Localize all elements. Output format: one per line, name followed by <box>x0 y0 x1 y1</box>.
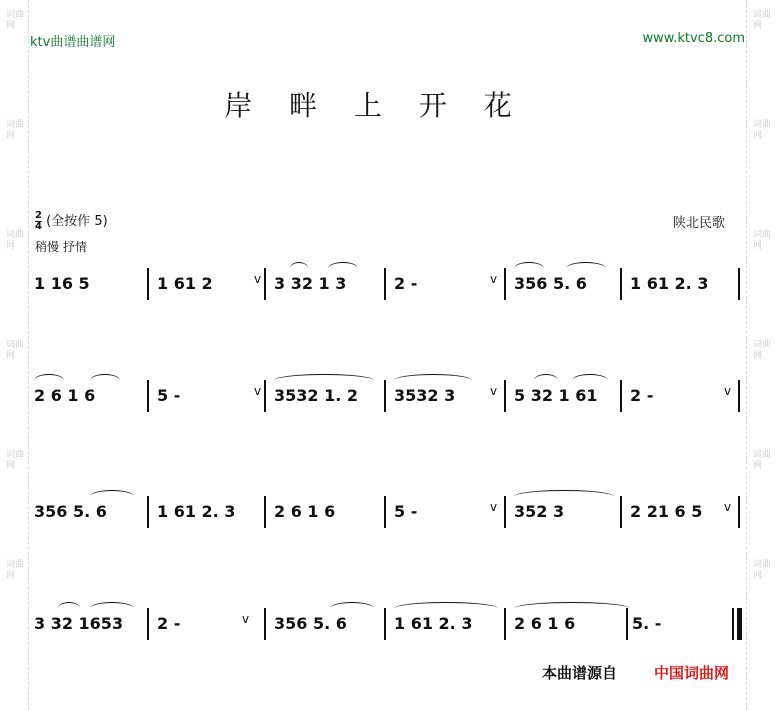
slur <box>514 490 614 503</box>
measure: 3 32 1653 <box>34 614 124 633</box>
measure: 2 21 6 5 <box>630 502 703 521</box>
breath-mark: v <box>724 500 732 514</box>
measure: 2 6 1 6 <box>514 614 576 633</box>
slur <box>566 262 606 275</box>
measure: 2 - <box>394 274 418 293</box>
watermark: 词曲网 <box>753 340 772 361</box>
slur <box>394 602 498 615</box>
time-numerator: 2 <box>35 210 42 221</box>
barline <box>504 608 506 640</box>
slur <box>90 602 134 615</box>
measure: 1 61 2. 3 <box>630 274 709 293</box>
breath-mark: v <box>242 612 250 626</box>
measure: 356 5. 6 <box>274 614 347 633</box>
song-origin: 陕北民歌 <box>672 216 725 231</box>
song-title: 岸 畔 上 开 花 <box>224 89 526 122</box>
slur <box>572 374 608 387</box>
barline <box>738 380 740 412</box>
watermark: 词曲网 <box>753 120 772 141</box>
slur <box>290 262 308 275</box>
measure: 1 61 2. 3 <box>157 502 236 521</box>
final-barline-thin <box>732 608 734 640</box>
notation-row <box>32 268 748 312</box>
measure: 2 - <box>157 614 181 633</box>
barline <box>384 608 386 640</box>
barline <box>626 608 628 640</box>
final-barline-thick <box>737 608 742 640</box>
slur <box>394 374 472 387</box>
watermark: 词曲网 <box>753 560 772 581</box>
measure: 3 32 1 3 <box>274 274 347 293</box>
slur <box>534 374 558 387</box>
slur <box>330 602 374 615</box>
site-link-right[interactable]: www.ktvc8.com <box>642 31 745 46</box>
slur <box>328 262 358 275</box>
barline <box>147 608 149 640</box>
slur <box>274 374 374 387</box>
measure: 356 5. 6 <box>34 502 107 521</box>
barline <box>264 496 266 528</box>
barline <box>620 380 622 412</box>
breath-mark: v <box>254 384 262 398</box>
breath-mark: v <box>254 272 262 286</box>
notation-row <box>32 496 748 540</box>
watermark: 词曲网 <box>6 450 25 471</box>
breath-mark: v <box>724 384 732 398</box>
measure: 1 61 2. 3 <box>394 614 473 633</box>
barline <box>504 268 506 300</box>
time-denominator: 4 <box>35 221 42 232</box>
measure: 352 3 <box>514 502 565 521</box>
measure: 5 - <box>394 502 418 521</box>
watermark: 词曲网 <box>6 230 25 251</box>
slur <box>58 602 80 615</box>
measure: 2 - <box>630 386 654 405</box>
barline <box>264 608 266 640</box>
key-note: (全按作 5) <box>46 214 108 229</box>
watermark: 词曲网 <box>753 450 772 471</box>
slur <box>90 374 120 387</box>
measure: 2 6 1 6 <box>274 502 336 521</box>
source-label: 本曲谱源自 <box>542 664 618 682</box>
watermark: 词曲网 <box>6 10 25 31</box>
measure: 5 32 1 61 <box>514 386 598 405</box>
measure: 1 16 5 <box>34 274 90 293</box>
barline <box>147 268 149 300</box>
notation-row <box>32 608 748 652</box>
barline <box>147 380 149 412</box>
right-margin-strip <box>746 0 775 710</box>
notation-row <box>32 380 748 424</box>
barline <box>504 380 506 412</box>
barline <box>384 268 386 300</box>
barline <box>738 496 740 528</box>
breath-mark: v <box>490 384 498 398</box>
measure: 2 6 1 6 <box>34 386 96 405</box>
barline <box>384 380 386 412</box>
measure: 5. - <box>632 614 662 633</box>
barline <box>738 268 740 300</box>
tempo-marking: 稍慢 抒情 <box>35 240 87 254</box>
measure: 3532 1. 2 <box>274 386 359 405</box>
watermark: 词曲网 <box>6 340 25 361</box>
measure: 3532 3 <box>394 386 456 405</box>
barline <box>620 268 622 300</box>
slur <box>514 602 630 615</box>
measure: 5 - <box>157 386 181 405</box>
site-link-left[interactable]: ktv曲谱曲谱网 <box>30 35 116 50</box>
source-site-link[interactable]: 中国词曲网 <box>654 664 730 682</box>
slur <box>34 374 64 387</box>
measure: 1 61 2 <box>157 274 213 293</box>
slur <box>90 490 134 503</box>
time-fraction <box>35 211 42 232</box>
watermark: 词曲网 <box>6 560 25 581</box>
measure: 356 5. 6 <box>514 274 587 293</box>
barline <box>264 380 266 412</box>
barline <box>264 268 266 300</box>
barline <box>147 496 149 528</box>
watermark: 词曲网 <box>753 10 772 31</box>
watermark: 词曲网 <box>753 230 772 251</box>
time-signature <box>35 210 108 232</box>
breath-mark: v <box>490 272 498 286</box>
breath-mark: v <box>490 500 498 514</box>
watermark: 词曲网 <box>6 120 25 141</box>
barline <box>620 496 622 528</box>
slur <box>514 262 544 275</box>
barline <box>384 496 386 528</box>
barline <box>504 496 506 528</box>
